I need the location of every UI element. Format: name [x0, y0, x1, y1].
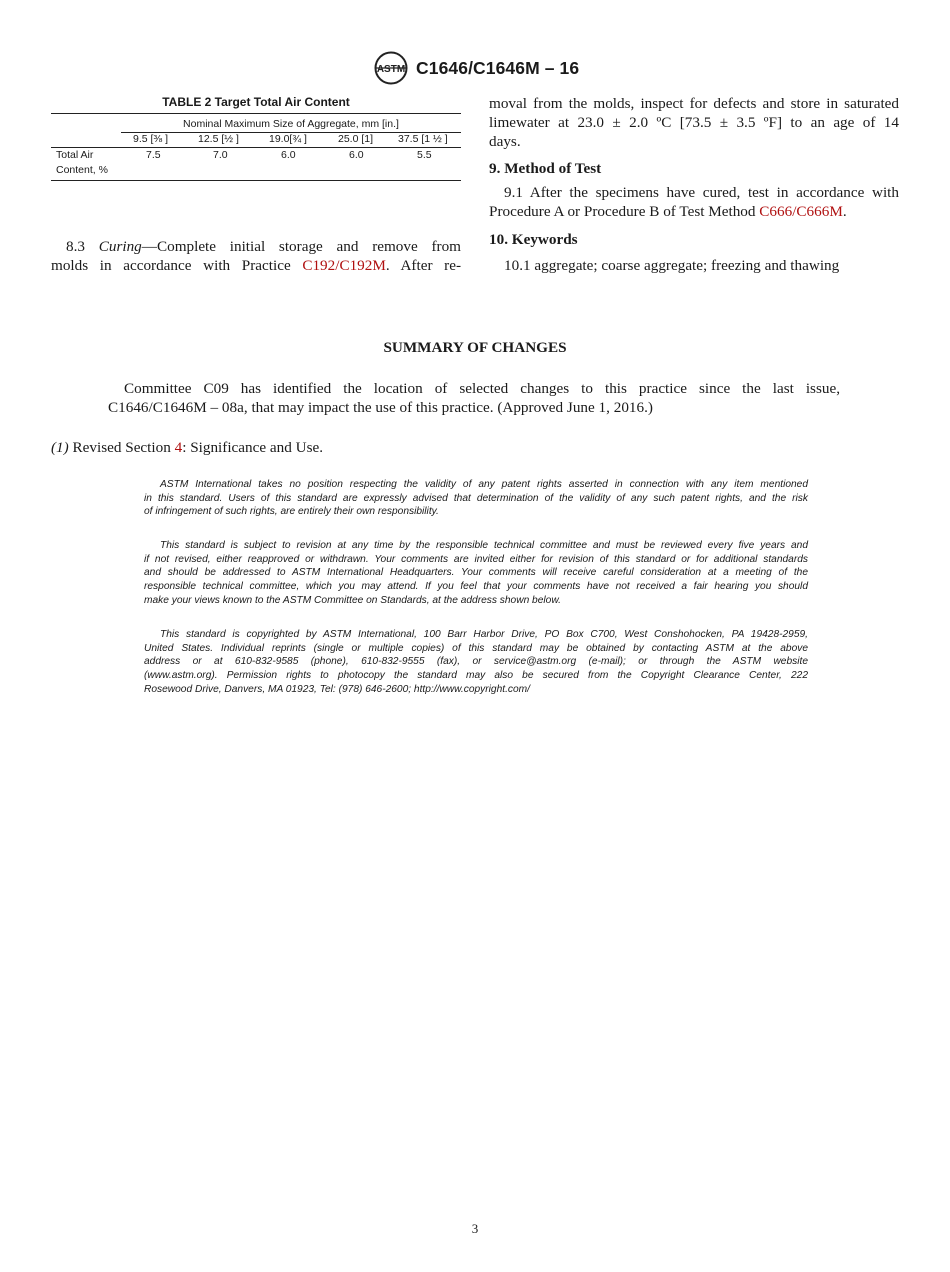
summary-line: Committee C09 has identified the location of selected changes to this practice since the last issue,	[124, 380, 840, 397]
table-2	[51, 94, 461, 181]
section-9-1-line1: 9.1 After the specimens have cured, test in accordance with	[504, 184, 899, 201]
reference-link-c192[interactable]: C192/C192M	[302, 257, 386, 274]
section-text: . After re-	[385, 257, 462, 274]
section-8-3	[51, 237, 461, 275]
section-9-heading: 9. Method of Test	[489, 160, 602, 177]
section-number: 8.3	[66, 238, 85, 255]
notice-line: This standard is subject to revision at any time by the responsible technical committee and must be reviewed every five years and	[160, 540, 808, 551]
table-col-header: 25.0 [1]	[338, 133, 374, 145]
section-10-1-line: 10.1 aggregate; coarse aggregate; freezing and thawing	[504, 257, 840, 274]
table-column-header-row	[51, 132, 461, 147]
summary-item-text: Revised Section	[72, 439, 171, 456]
table-cell: 7.5	[146, 149, 161, 161]
list-marker: (1)	[51, 439, 69, 456]
notice-line: Rosewood Drive, Danvers, MA 01923, Tel: (978) 646-2600; http://www.copyright.com/	[144, 683, 530, 695]
notice-line: if not revised, either reapproved or withdrawn. Your comments are invited either for revision of this standard or for additional standards	[144, 553, 808, 565]
table-title: TABLE 2 Target Total Air Content	[162, 95, 350, 109]
table-cell: 6.0	[281, 149, 296, 161]
table-row-label: Total Air	[56, 149, 94, 161]
table-group-header-row	[51, 117, 461, 132]
continuation-line: limewater at 23.0 ± 2.0 ºC [73.5 ± 3.5 ºF] to an age of 14	[489, 114, 899, 131]
summary-item	[51, 438, 751, 457]
notice-line: (www.astm.org). Permission rights to photocopy the standard may also be secured from the Copyright Clearance Center, 222	[144, 670, 808, 682]
astm-logo-text: ASTM	[376, 64, 406, 75]
table-row	[51, 148, 461, 163]
page-header	[0, 50, 950, 86]
notice-line: of infringement of such rights, are entirely their own responsibility.	[144, 506, 439, 518]
page-number: 3	[471, 1221, 479, 1236]
section-10-1	[489, 256, 899, 275]
reference-link-section-4[interactable]: 4	[174, 439, 183, 456]
summary-line: C1646/C1646M – 08a, that may impact the use of this practice. (Approved June 1, 2016.)	[108, 399, 653, 416]
continuation-line: moval from the molds, inspect for defects and store in saturated	[489, 95, 899, 112]
section-text: .	[842, 203, 847, 220]
notice-line: and should be addressed to ASTM International Headquarters. Your comments will receive careful consideration at a meeting of the	[144, 567, 808, 579]
astm-logo-icon	[373, 51, 409, 85]
revision-notice	[144, 539, 808, 608]
notice-line: make your views known to the ASTM Committee on Standards, at the address shown below.	[144, 594, 561, 606]
table-cell: 5.5	[417, 149, 432, 161]
table-group-header: Nominal Maximum Size of Aggregate, mm [in.]	[183, 118, 399, 130]
section-text: Procedure A or Procedure B of Test Method	[489, 203, 756, 220]
section-10-heading: 10. Keywords	[489, 231, 578, 248]
table-col-header: 12.5 [½ ]	[198, 133, 239, 145]
section-8-3-line1	[51, 237, 461, 256]
table-cell: 6.0	[349, 149, 364, 161]
section-8-3-line2	[51, 256, 461, 275]
summary-title: SUMMARY OF CHANGES	[383, 339, 567, 356]
patent-notice	[144, 478, 808, 519]
notice-line: United States. Individual reprints (single or multiple copies) of this standard may be obtained by contacting ASTM at the above	[144, 642, 808, 654]
notice-line: in this standard. Users of this standard are expressly advised that determination of the validity of any such patent rights, and the risk	[144, 492, 808, 504]
summary-item-line	[51, 438, 751, 457]
section-9-1	[489, 183, 899, 221]
table-col-header: 37.5 [1 ½ ]	[398, 133, 448, 145]
reference-link-c666[interactable]: C666/C666M	[759, 203, 843, 220]
section-9-1-line2	[489, 202, 899, 221]
continuation-line: days.	[489, 133, 521, 150]
section-text: molds in accordance with Practice	[51, 257, 291, 274]
copyright-notice	[144, 628, 808, 697]
notice-line: This standard is copyrighted by ASTM International, 100 Barr Harbor Drive, PO Box C700, West Conshohocken, PA 19428-2959,	[160, 629, 808, 640]
section-8-3-continuation	[489, 94, 899, 151]
table-bottom-rule	[51, 180, 461, 181]
table-row-label-continued	[51, 163, 461, 178]
table-col-header: 9.5 [⅜ ]	[133, 133, 169, 145]
table-row-label: Content, %	[56, 164, 108, 176]
table-col-header: 19.0[¾ ]	[269, 133, 307, 145]
section-text: —Complete initial storage and remove from	[141, 238, 461, 255]
notice-line: ASTM International takes no position respecting the validity of any patent rights asserted in connection with any item mentioned	[160, 479, 808, 490]
table-cell: 7.0	[213, 149, 228, 161]
standard-designation: C1646/C1646M – 16	[416, 58, 580, 78]
notice-line: address or at 610-832-9585 (phone), 610-832-9555 (fax), or service@astm.org (e-mail); or through the ASTM website	[144, 656, 808, 668]
summary-item-text: : Significance and Use.	[182, 439, 324, 456]
notice-line: responsible technical committee, which you may attend. If you feel that your comments have not received a fair hearing you should	[144, 581, 808, 593]
table-top-rule	[51, 113, 461, 114]
section-run-in-title: Curing	[98, 238, 142, 255]
summary-paragraph	[108, 379, 840, 417]
